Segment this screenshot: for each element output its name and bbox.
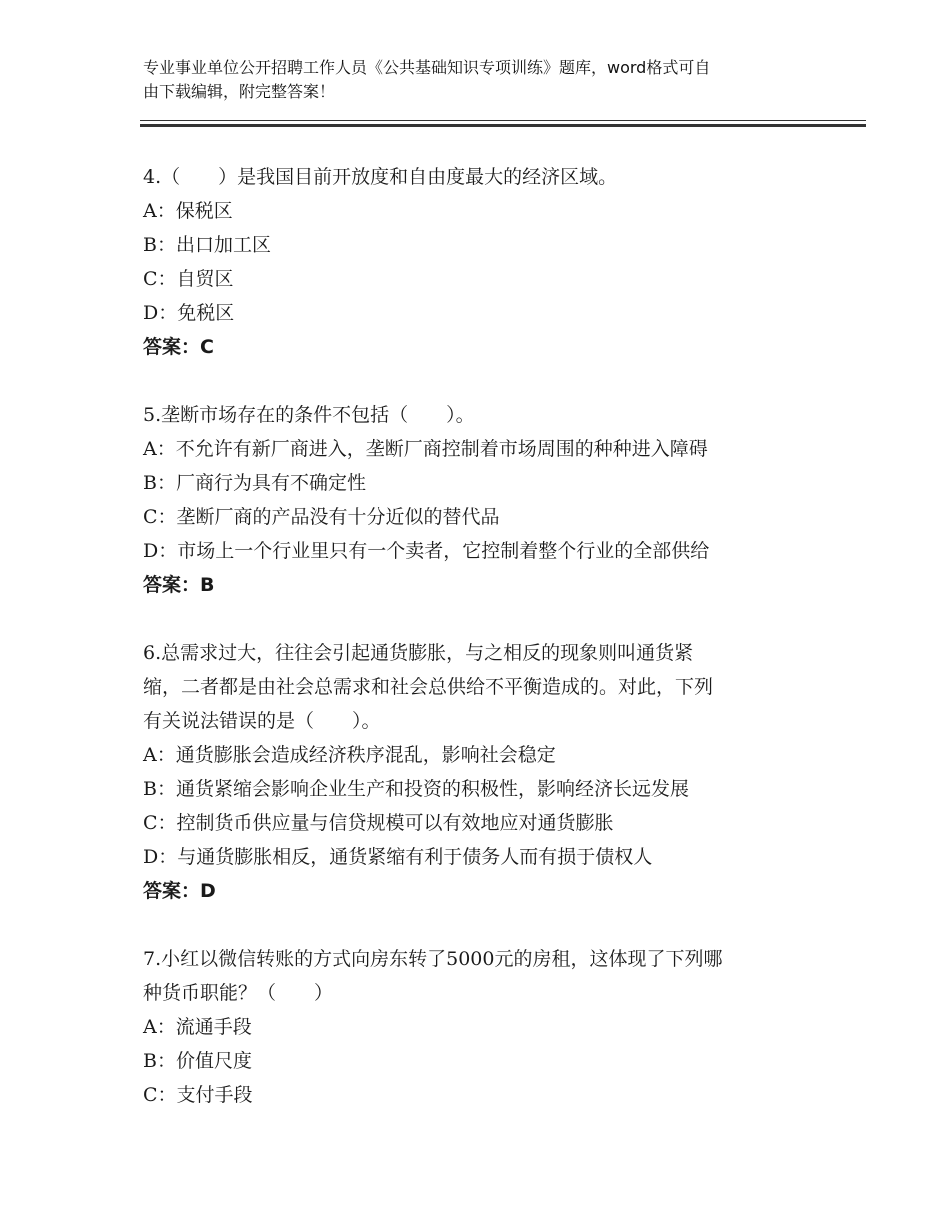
- question-4: [143, 160, 823, 364]
- option-b: B：价值尺度: [143, 1050, 252, 1072]
- option-d: D：市场上一个行业里只有一个卖者，它控制着整个行业的全部供给: [143, 540, 710, 562]
- answer-line: 答案：B: [143, 574, 215, 596]
- header-divider-thick: [140, 124, 866, 127]
- answer-line: 答案：C: [143, 336, 214, 358]
- question-5: [143, 398, 823, 602]
- option-a: A：保税区: [143, 200, 233, 222]
- option-b: B：通货紧缩会影响企业生产和投资的积极性，影响经济长远发展: [143, 778, 689, 800]
- option-a: A：不允许有新厂商进入，垄断厂商控制着市场周围的种种进入障碍: [143, 438, 708, 460]
- option-c: C：支付手段: [143, 1084, 253, 1106]
- question-stem-line-2: 种货币职能？（ ）: [143, 982, 334, 1004]
- option-c: C：自贸区: [143, 268, 234, 290]
- question-stem-line-1: 6.总需求过大，往往会引起通货膨胀，与之相反的现象则叫通货紧: [143, 642, 694, 664]
- option-c: C：控制货币供应量与信贷规模可以有效地应对通货膨胀: [143, 812, 614, 834]
- question-6: [143, 636, 823, 908]
- header-line-2: 由下载编辑，附完整答案！: [143, 82, 336, 101]
- option-a: A：流通手段: [143, 1016, 252, 1038]
- question-stem: 4.（ ）是我国目前开放度和自由度最大的经济区域。: [143, 166, 618, 188]
- question-7: [143, 942, 823, 1112]
- option-b: B：出口加工区: [143, 234, 271, 256]
- question-stem-line-2: 缩，二者都是由社会总需求和社会总供给不平衡造成的。对此，下列: [143, 676, 714, 698]
- option-d: D：与通货膨胀相反，通货紧缩有利于债务人而有损于债权人: [143, 846, 653, 868]
- answer-line: 答案：D: [143, 880, 216, 902]
- header-line-1: 专业事业单位公开招聘工作人员《公共基础知识专项训练》题库，word格式可自: [143, 58, 711, 77]
- option-b: B：厂商行为具有不确定性: [143, 472, 366, 494]
- question-stem-line-1: 7.小红以微信转账的方式向房东转了5000元的房租，这体现了下列哪: [143, 948, 723, 970]
- document-header: [143, 56, 823, 104]
- option-d: D：免税区: [143, 302, 235, 324]
- question-stem-line-3: 有关说法错误的是（ ）。: [143, 710, 381, 732]
- question-list: [143, 160, 823, 1146]
- option-a: A：通货膨胀会造成经济秩序混乱，影响社会稳定: [143, 744, 556, 766]
- question-stem: 5.垄断市场存在的条件不包括（ ）。: [143, 404, 475, 426]
- option-c: C：垄断厂商的产品没有十分近似的替代品: [143, 506, 500, 528]
- header-divider-thin: [140, 120, 866, 121]
